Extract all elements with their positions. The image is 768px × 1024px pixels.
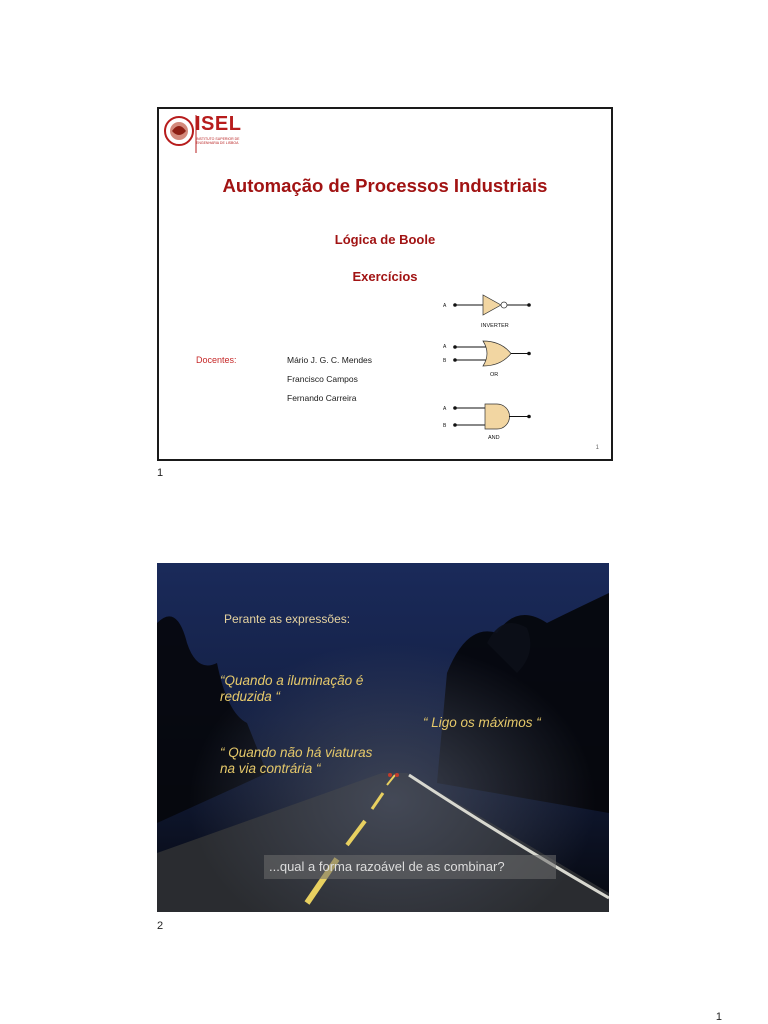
docente-name: Francisco Campos <box>287 374 358 384</box>
slide2-heading: Perante as expressões: <box>224 612 351 626</box>
expression-1 <box>220 673 363 705</box>
logo-text: ISEL <box>195 113 242 135</box>
logic-gates-diagram <box>421 293 541 445</box>
slide-title: Automação de Processos Industriais <box>222 175 548 196</box>
expression-3-line: na via contrária “ <box>220 761 321 776</box>
gate-input-label: B <box>443 358 447 364</box>
question-text: ...qual a forma razoável de as combinar? <box>269 859 505 874</box>
and-gate <box>443 404 531 441</box>
slide-caption: 1 <box>157 467 164 479</box>
slide-1 <box>157 107 613 461</box>
page-number: 1 <box>715 1011 722 1023</box>
inverter-gate <box>443 295 531 329</box>
slide-2 <box>157 563 609 912</box>
expression-2: “ Ligo os máximos “ <box>423 715 541 730</box>
expression-1-line: “Quando a iluminação é <box>220 673 364 688</box>
gate-label: INVERTER <box>481 323 509 329</box>
docente-name: Mário J. G. C. Mendes <box>287 355 373 365</box>
slide-subtitle-2: Exercícios <box>352 269 418 284</box>
or-gate <box>443 341 531 378</box>
slide-subtitle: Lógica de Boole <box>334 232 436 247</box>
gate-label: AND <box>488 435 500 441</box>
slide-number: 1 <box>595 445 599 451</box>
expression-3 <box>220 745 372 777</box>
gate-input-label: A <box>443 406 447 412</box>
gate-input-label: A <box>443 344 447 350</box>
expression-1-line: reduzida “ <box>220 689 281 704</box>
logo-subtext: INSTITUTO SUPERIOR DE ENGENHARIA DE LISBOA <box>196 137 240 145</box>
expression-3-line: “ Quando não há viaturas <box>220 745 373 760</box>
docente-name: Fernando Carreira <box>287 393 357 403</box>
gate-input-label: B <box>443 423 447 429</box>
gate-label: OR <box>490 372 499 378</box>
docentes-label: Docentes: <box>196 355 237 365</box>
gate-input-label: A <box>443 303 447 309</box>
slide-caption: 2 <box>157 920 164 932</box>
